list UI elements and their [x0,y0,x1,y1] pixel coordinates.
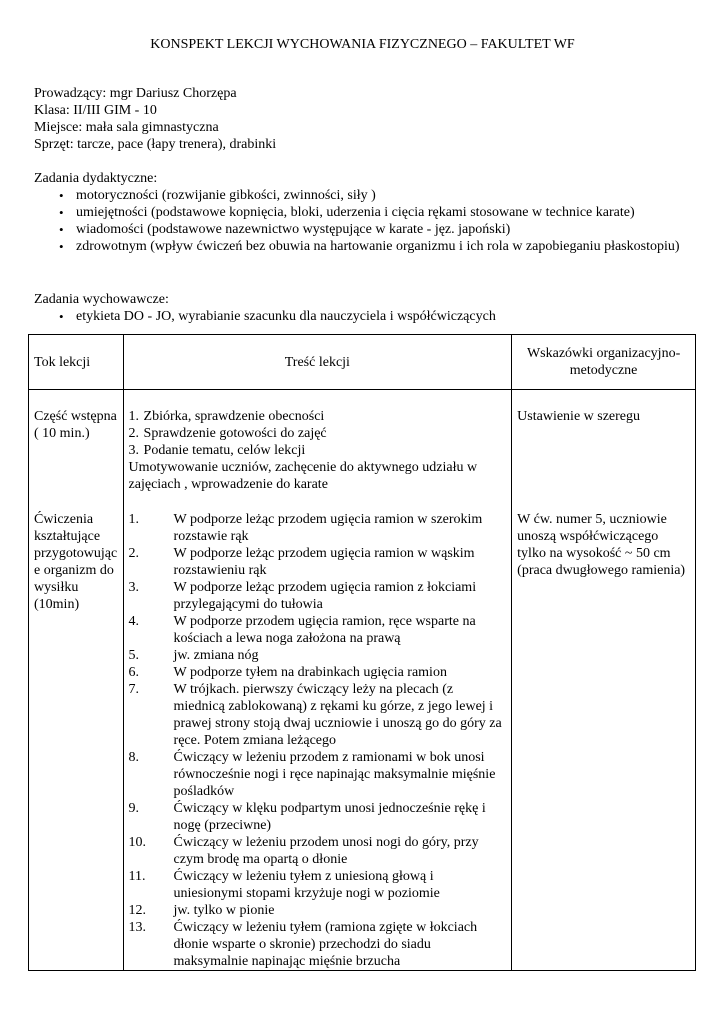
intro-steps [129,408,507,459]
didactic-tasks [34,170,694,255]
educational-list [34,308,694,325]
header-phase: Tok lekcji [29,335,124,390]
list-item: • motoryczności (rozwijanie gibkości, zwinności, siły ) [59,188,376,203]
document-title: KONSPEKT LEKCJI WYCHOWANIA FIZYCZNEGO – FAKULTET WF [150,37,575,52]
header-hints: Wskazówki organizacyjno- metodyczne [512,335,696,390]
list-item: 5. jw. zmiana nóg [128,648,259,663]
list-item: 9. Ćwiczący w klęku podpartym unosi jednocześnie rękę i nogę (przeciwne) [128,801,486,833]
phase-intro: Część wstępna ( 10 min.) [34,409,117,441]
intro-note: Umotywowanie uczniów, zachęcenie do aktywnego udziału w zajęciach , wprowadzenie do karate [128,460,478,492]
table-row [29,390,696,971]
hint-warmup: W ćw. numer 5, uczniowie unoszą współćwiczącego tylko na wysokość ~ 50 cm (praca dwugłowego ramienia) [517,512,686,578]
hint-intro: Ustawienie w szeregu [517,409,641,424]
header-content: Treść lekcji [123,335,512,390]
bullet-icon: • [59,205,64,220]
list-item: 2. Sprawdzenie gotowości do zajęć [128,426,327,441]
bullet-icon: • [59,222,64,237]
list-item: • etykieta DO - JO, wyrabianie szacunku dla nauczyciela i współćwiczących [59,309,496,324]
phase-warmup: Ćwiczenia kształtujące przygotowując e organizm do wysiłku (10min) [34,512,118,612]
bullet-icon: • [59,309,64,324]
list-item: 13. Ćwiczący w leżeniu tyłem (ramiona zgięte w łokciach dłonie wsparte o skronie) przechodzi do siadu maksymalnie napinając mięśnie brzucha [128,920,478,969]
educational-tasks [34,291,694,325]
bullet-icon: • [59,239,64,254]
meta-place: Miejsce: mała sala gimnastyczna [34,120,219,135]
list-item: 10. Ćwiczący w leżeniu przodem unosi nogi do góry, przy czym brodę ma opartą o dłonie [128,835,479,867]
meta-equipment: Sprzęt: tarcze, pace (łapy trenera), drabinki [34,137,277,152]
list-item: 7. W trójkach. pierwszy ćwiczący leży na plecach (z miednicą zablokowaną) z rękami ku górze, z jego lewej i prawej strony stoją dwaj uczniowie i unoszą go do góry za ręce. Potem zmiana leżącego [128,682,502,748]
list-item: 8. Ćwiczący w leżeniu przodem z ramionami w bok unosi równocześnie nogi i ręce napinając maksymalnie mięśnie pośladków [128,750,496,799]
list-item: 3. W podporze leżąc przodem ugięcia ramion z łokciami przylegającymi do tułowia [128,580,477,612]
hints-cell [512,390,696,971]
list-item: • wiadomości (podstawowe nazewnictwo występujące w karate - jęz. japoński) [59,222,511,237]
lesson-table [28,334,696,971]
lesson-meta [34,85,276,153]
list-item: • zdrowotnym (wpływ ćwiczeń bez obuwia na hartowanie organizmu i ich rola w zapobieganiu płaskostopiu) [59,239,680,254]
list-item: 1. Zbiórka, sprawdzenie obecności [128,409,325,424]
list-item: 11. Ćwiczący w leżeniu tyłem z uniesioną głową i uniesionymi stopami krzyżuje nogi w poziomie [128,869,440,901]
list-item: 1. W podporze leżąc przodem ugięcia ramion w szerokim rozstawie rąk [128,512,483,544]
list-item: • umiejętności (podstawowe kopnięcia, bloki, uderzenia i cięcia rękami stosowane w technice karate) [59,205,635,220]
meta-teacher: Prowadzący: mgr Dariusz Chorzępa [34,86,237,101]
didactic-heading: Zadania dydaktyczne: [34,171,158,186]
list-item: 4. W podporze przodem ugięcia ramion, ręce wsparte na kościach a lewa noga założona na prawą [128,614,476,646]
list-item: 6. W podporze tyłem na drabinkach ugięcia ramion [128,665,447,680]
warmup-steps [129,511,507,970]
list-item: 2. W podporze leżąc przodem ugięcia ramion w wąskim rozstawieniu rąk [128,546,475,578]
list-item: 12. jw. tylko w pionie [128,903,275,918]
table-header-row [29,335,696,390]
bullet-icon: • [59,188,64,203]
meta-class: Klasa: II/III GIM - 10 [34,103,157,118]
educational-heading: Zadania wychowawcze: [34,292,169,307]
content-cell [123,390,512,971]
phase-cell [29,390,124,971]
didactic-list [34,187,694,255]
list-item: 3. Podanie tematu, celów lekcji [128,443,306,458]
